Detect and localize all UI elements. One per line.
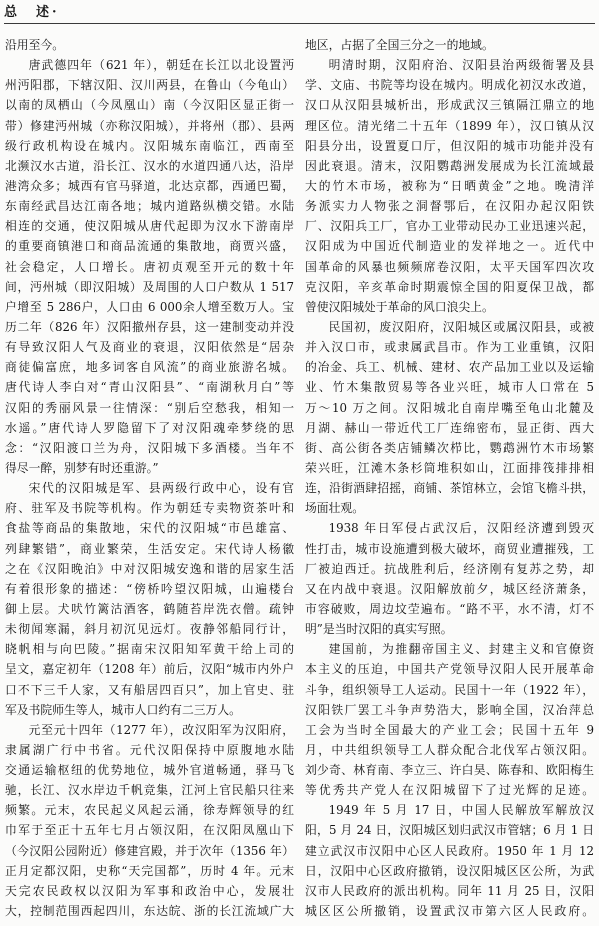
text-line: 驰，长江、汉水岸边千帆竞集，江河上官民船只往来: [5, 783, 294, 798]
text-line: 港湾众多；城西有官马驿道，北达京都，西通巴蜀，: [5, 178, 294, 193]
text-line: 念：“汉阳渡口兰为舟，汉阳城下多酒楼。当年不: [5, 440, 294, 455]
text-line: 隶属湖广行中书省。元代汉阳保持中原腹地水陆: [5, 742, 294, 757]
text-line: 有着很形象的描述：“傍桥吟望汉阳城，山遍楼台: [5, 581, 294, 596]
text-line: 晓帆相与向巴陵。”据南宋汉阳知军黄干给上司的: [5, 642, 294, 657]
text-line: 宋代的汉阳城是军、县两级行政中心，设有官: [28, 481, 294, 496]
text-line: 的重要商镇港口和商品流通的集散地，商贾兴盛，: [5, 239, 294, 254]
text-line: 有导致汉阳人气及商业的衰退，汉阳依然是“居杂: [5, 340, 294, 355]
text-line: 厂、汉阳兵工厂，官办工业带动民办工业迅速兴起，: [305, 219, 594, 234]
text-line: 之在《汉阳晚泊》中对汉阳城安逸和谐的居家生活: [5, 561, 294, 576]
text-line: 历二年（826 年）汉阳撤州存县，这一建制变动并没: [5, 319, 294, 334]
text-line: 唐武德四年（621 年），朝廷在长江以北设置沔: [28, 58, 294, 73]
right-column: [305, 35, 594, 921]
text-line: 汉口从汉阳县城析出，形成武汉三镇隔江鼎立的地: [305, 98, 594, 113]
text-line: 本主义的压迫，中国共产党领导汉阳人民开展革命: [305, 662, 594, 677]
text-line: 日，汉阳中心区政府撤销，设汉阳城区区公所，为武: [305, 863, 594, 878]
text-line: 因此衰退。清末，汉阳鹦鹉洲发展成为长江流域最: [305, 158, 594, 173]
text-line: 的冶金、兵工、机械、建材、农产品加工业以及运输: [305, 360, 594, 375]
left-column: [5, 35, 294, 921]
section-title: 总 述·: [4, 5, 60, 20]
text-line: 厂被迫西迁。抗战胜利后，经济刚有复苏之势，却: [305, 561, 594, 576]
text-line: 天完农民政权以汉阳为军事和政治中心，发展壮: [5, 883, 294, 898]
text-line: 阳县分出，设置夏口厅，但汉阳的城市功能并没有: [305, 138, 594, 153]
text-line: 国革命的风暴也频频席卷汉阳，太平天国军四次攻: [305, 259, 594, 274]
text-line: （今汉阳公园附近）修建宫殿，并于次年（1356 年）: [5, 843, 294, 858]
text-line: 得尽一醉，别梦有时还重游。”: [5, 460, 159, 475]
text-line: 正月定都汉阳，史称“天完国都”，历时 4 年。元末: [5, 863, 294, 878]
text-line: 口不下三千人家，又有船居四百只”，加上官史、驻: [5, 682, 294, 697]
text-line: 1938 年日军侵占武汉后，汉阳经济遭到毁灭: [328, 521, 594, 536]
text-line: 东南经武昌达江南各地；城内道路纵横交错。水陆: [5, 199, 294, 214]
text-line: 市容破败，周边坟茔遍布。“路不平，水不清，灯不: [305, 601, 594, 616]
text-line: 等优秀共产党人在汉阳城留下了过光辉的足迹。: [305, 783, 594, 798]
text-line: 大的竹木市场，被称为“日晒黄金”之地。晚清洋: [305, 178, 594, 193]
text-line: 连，沿街酒肆招摇，商铺、茶馆林立，会馆飞檐斗拱，: [305, 481, 594, 496]
text-line: 府、驻军及书院等机构。作为朝廷专卖物资茶叶和: [5, 501, 294, 516]
text-line: 军及书院师生等人，城市人口约有二三万人。: [5, 702, 241, 717]
text-line: 相连的交通，使汉阳城从唐代起即为汉水下游南岸: [5, 219, 294, 234]
text-line: 北濒汉水古道，沿长江、汉水的水道四通八达，沿岸: [5, 158, 294, 173]
text-line: 频繁。元末，农民起义风起云涌，徐寿辉领导的红: [5, 803, 294, 818]
text-line: 建国前，为推翻帝国主义、封建主义和官僚资: [328, 642, 594, 657]
text-line: 呈文，嘉定初年（1208 年）前后，汉阳“城市内外户: [5, 662, 294, 677]
text-line: 交通运输枢纽的优势地位，城外官道畅通，驿马飞: [5, 763, 294, 778]
text-line: 地区，占据了全国三分之一的地域。: [305, 38, 494, 52]
text-line: 汉阳的秀丽风景一往情深：“别后空愁我，相知一: [5, 400, 294, 415]
text-line: 食盐等商品的集散地，宋代的汉阳城“市邑雄富、: [5, 521, 294, 536]
text-line: 工会为当时全国最大的产业工会；民国十五年 9: [305, 722, 594, 737]
text-line: 级行政机构设在城内。汉阳城东南临江，西南至: [5, 138, 294, 153]
text-line: 御上层。犬吠竹篱沽酒客，鹤随苔岸洗衣僧。疏钟: [5, 601, 294, 616]
text-line: 社会稳定，人口增长。唐初贞观至开元的数十年: [5, 259, 294, 274]
text-line: 业、竹木集散贸易等各业兴旺，城市人口常在 5: [305, 380, 594, 395]
text-line: 巾军于至正十五年七月占领汉阳，在汉阳凤凰山下: [5, 823, 294, 838]
text-line: 场面壮观。: [305, 501, 364, 516]
text-line: 州沔阳郡，下辖汉阳、汉川两县，在鲁山（今龟山）: [5, 78, 294, 93]
text-line: 沿用至今。: [5, 38, 64, 52]
text-line: 商徒偏富庶，地多词客自风流”的商业旅游名城。: [5, 360, 294, 375]
text-line: 元至元十四年（1277 年），改汉阳军为汉阳府，: [28, 722, 294, 737]
text-line: 学、文庙、书院等均设在城内。明成化初汉水改道，: [305, 78, 594, 93]
text-line: 万～10 万之间。汉阳城北自南岸嘴至龟山北麓及: [305, 400, 594, 415]
text-line: 街、高公街各类店铺鳞次栉比，鹦鹉洲竹木市场繁: [305, 440, 594, 455]
text-line: 汉阳铁厂罢工斗争声势浩大，影响全国，汉冶萍总: [305, 702, 594, 717]
text-line: 克汉阳，辛亥革命时期震惊全国的阳夏保卫战，都: [305, 279, 594, 294]
text-line: 城区区公所撤销，设置武汉市第六区人民政府。: [305, 904, 594, 919]
text-line: 性打击，城市设施遭到极大破坏，商贸业遭摧残，工: [305, 541, 594, 556]
text-line: 汉阳成为中国近代制造业的发祥地之一。近代中: [305, 239, 594, 254]
text-line: 未彻闻寒漏，斜月初沉见远灯。夜静邻船同行计，: [5, 622, 294, 637]
text-line: 月湖、赫山一带近代工厂连绵密布，显正街、西大: [305, 420, 594, 435]
text-line: 明清时期，汉阳府治、汉阳县治两级衙署及县: [328, 58, 594, 73]
text-line: 务派实力人物张之洞督鄂后，在汉阳办起汉阳铁: [305, 199, 594, 214]
text-line: 列肆繁错”，商业繁荣，生活安定。宋代诗人杨徽: [5, 541, 294, 556]
text-line: 月，中共组织领导工人群众配合北伐军占领汉阳。: [305, 742, 594, 757]
text-line: 明”是当时汉阳的真实写照。: [305, 622, 453, 637]
text-line: 户增至 5 286户，人口由 6 000余人增至数万人。宝: [5, 299, 294, 314]
text-line: 唐代诗人李白对“青山汉阳县”、“南湖秋月白”等: [5, 380, 294, 395]
text-line: 刘少奇、林育南、李立三、许白昊、陈春和、欧阳梅生: [305, 763, 594, 778]
running-header: [4, 1, 595, 24]
text-line: 以南的凤栖山（今凤凰山）南（今汉阳区显正街一: [5, 98, 294, 113]
text-line: 带）修建沔州城（亦称汉阳城），并将州（郡）、县两: [5, 118, 294, 133]
text-line: 水遥。”唐代诗人罗隐留下了对汉阳魂牵梦绕的思: [5, 420, 294, 435]
text-line: 阳，5 月 24 日，汉阳城区划归武汉市管辖；6 月 1 日: [305, 823, 594, 838]
text-line: 建立武汉市汉阳中心区人民政府。1950 年 1 月 12: [305, 843, 594, 858]
text-line: 民国初，废汉阳府，汉阳城区或属汉阳县，或被: [328, 319, 594, 334]
text-line: 又在内战中衰退。汉阳解放前夕，城区经济萧条，: [305, 581, 594, 596]
text-line: 并入汉口市，或隶属武昌市。作为工业重镇，汉阳: [305, 340, 594, 355]
text-line: 曾使汉阳城处于革命的风口浪尖上。: [305, 299, 494, 314]
text-line: 理区位。清光绪二十五年（1899 年），汉口镇从汉: [305, 118, 594, 133]
text-line: 汉市人民政府的派出机构。同年 11 月 25 日，汉阳: [305, 883, 594, 898]
text-line: 荣兴旺，江滩木条杉筒堆积如山，江面排筏排排相: [305, 460, 594, 475]
text-line: 间，沔州城（即汉阳城）及周围的人口户数从 1 517: [5, 279, 294, 294]
text-line: 斗争，组织领导工人运动。民国十一年（1922 年），: [305, 682, 594, 697]
text-line: 大，控制范围西起四川，东达皖、浙的长江流域广大: [5, 904, 294, 919]
text-line: 1949 年 5 月 17 日，中国人民解放军解放汉: [328, 803, 594, 818]
